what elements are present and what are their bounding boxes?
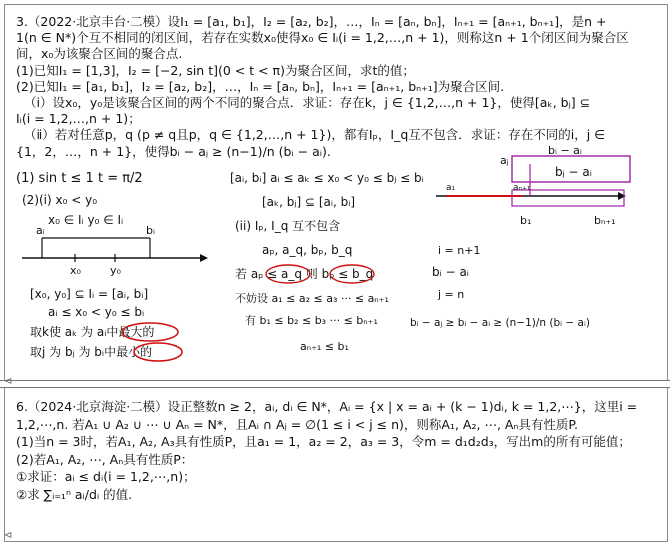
axis-label: y₀ — [110, 264, 121, 277]
diagram-label: a₁ — [446, 183, 456, 193]
diagram-label: bⱼ − aᵢ — [555, 165, 592, 179]
number-line-arrow — [200, 254, 208, 262]
hw-line: 取j 为 bⱼ 为 bᵢ中最小的 — [30, 345, 153, 359]
hw-line: j = n — [438, 288, 465, 301]
hw-line: bᵢ − aⱼ ≥ bᵢ − aᵢ ≥ (n−1)/n (bᵢ − aᵢ) — [410, 317, 590, 329]
hw-line: (ii) Iₚ, I_q 互不包含 — [235, 219, 341, 233]
hw-line: 取k使 aₖ 为 aᵢ中最大的 — [30, 325, 155, 339]
problem-1-line: {1，2，…，n + 1}，使得bᵢ − aⱼ ≥ (n−1)/n (bᵢ − aᵢ). — [16, 143, 331, 159]
problem-1-line: (2)已知I₁ = [a₁, b₁]，I₂ = [a₂, b₂]，…，Iₙ = [aₙ, bₙ]，Iₙ₊₁ = [aₙ₊₁, bₙ₊₁]为聚合区间. — [16, 78, 505, 94]
axis-label: x₀ — [70, 264, 81, 277]
problem-1-line: 3.（2022·北京丰台·二模）设I₁ = [a₁, b₁]，I₂ = [a₂, b₂]，…，Iₙ = [aₙ, bₙ]，Iₙ₊₁ = [aₙ₊₁, bₙ₊₁]，是n + — [16, 14, 607, 29]
hw-line: x₀ ∈ Iᵢ y₀ ∈ Iᵢ — [48, 213, 124, 227]
corner-marker-icon: ⊲ — [4, 376, 13, 387]
diagram-label: bₙ₊₁ — [594, 214, 616, 227]
diagram-label: aⱼ — [500, 154, 509, 167]
problem-1-line: （ⅱ）若对任意p，q (p ≠ q且p，q ∈ {1,2,…,n + 1})，都有Iₚ，I_q互不包含．求证：存在不同的i，j ∈ — [24, 127, 606, 143]
problem-2-line: 6.（2024·北京海淀·二模）设正整数n ≥ 2，aᵢ, dᵢ ∈ N*，Aᵢ = {x | x = aᵢ + (k − 1)dᵢ, k = 1,2,⋯}，这里i = — [16, 399, 638, 414]
section-separator — [0, 380, 670, 388]
diagram-label: bᵢ − aᵢ — [548, 144, 582, 157]
hw-line: i = n+1 — [438, 244, 481, 257]
problem-2-line: (2)若A₁, A₂, ⋯, Aₙ具有性质P： — [16, 451, 194, 467]
hw-line: aₚ, a_q, bₚ, b_q — [262, 243, 353, 257]
problem-2-line: (1)当n = 3时，若A₁, A₂, A₃具有性质P，且a₁ = 1，a₂ = 2，a₃ = 3，令m = d₁d₂d₃，写出m的所有可能值； — [16, 434, 631, 449]
problem-1-line: Iᵢ(i = 1,2,…,n + 1)； — [16, 111, 141, 127]
diagram-label: aₙ₊₁ — [513, 183, 531, 193]
problem-1-line: 1(n ∈ N*)个互不相同的闭区间，若存在实数x₀使得x₀ ∈ Iᵢ(i = 1,2,…,n + 1)，则称这n + 1个闭区间为聚合区 — [16, 30, 629, 46]
problem-2-line: 1,2,⋯,n. 若A₁ ∪ A₂ ∪ ⋯ ∪ Aₙ = N*，且Aᵢ ∩ Aⱼ = ∅(1 ≤ i < j ≤ n)，则称A₁, A₂, ⋯, Aₙ具有性质P. — [16, 416, 578, 432]
hw-line: [aₖ, bⱼ] ⊆ [aᵢ, bᵢ] — [262, 195, 356, 209]
hw-line: 若 aₚ ≤ a_q 则 bₚ ≤ b_q — [235, 267, 374, 281]
problem-1-line: （ⅰ）设x₀，y₀是该聚合区间的两个不同的聚合点．求证：存在k，j ∈ {1,2,…,n + 1}，使得[aₖ, bⱼ] ⊆ — [24, 95, 591, 111]
hw-line: (2)(i) x₀ < y₀ — [22, 193, 98, 207]
problem-2-line: ①求证：aᵢ ≤ dᵢ(i = 1,2,⋯,n)； — [16, 469, 196, 484]
corner-marker-icon: ⊲ — [4, 530, 13, 541]
axis-label: aᵢ — [36, 224, 45, 237]
problem-2-line: ②求 ∑ᵢ₌₁ⁿ aᵢ/dᵢ 的值. — [16, 486, 133, 502]
diagram-label: b₁ — [520, 214, 532, 227]
hw-line: bᵢ − aᵢ — [432, 265, 469, 279]
problem-2 — [16, 398, 658, 503]
hw-line: aᵢ ≤ x₀ < y₀ ≤ bᵢ — [48, 305, 145, 319]
hw-line: [x₀, y₀] ⊆ Iᵢ = [aᵢ, bᵢ] — [30, 287, 149, 301]
axis-label: bᵢ — [146, 224, 155, 237]
hw-line: (1) sin t ≤ 1 t = π/2 — [16, 171, 143, 186]
problem-1 — [16, 14, 658, 160]
problem-1-line: 间，x₀为该聚合区间的聚合点. — [16, 46, 183, 62]
hw-line: 有 b₁ ≤ b₂ ≤ b₃ ··· ≤ bₙ₊₁ — [245, 314, 378, 327]
hw-line: [aᵢ, bᵢ] aᵢ ≤ aₖ ≤ x₀ < y₀ ≤ bⱼ ≤ bᵢ — [230, 171, 424, 185]
hw-line: aₙ₊₁ ≤ b₁ — [300, 340, 349, 353]
problem-1-line: (1)已知I₁ = [1,3]，I₂ = [−2, sin t](0 < t < π)为聚合区间，求t的值； — [16, 62, 415, 78]
hw-line: 不妨设 a₁ ≤ a₂ ≤ a₃ ··· ≤ aₙ₊₁ — [235, 292, 389, 305]
